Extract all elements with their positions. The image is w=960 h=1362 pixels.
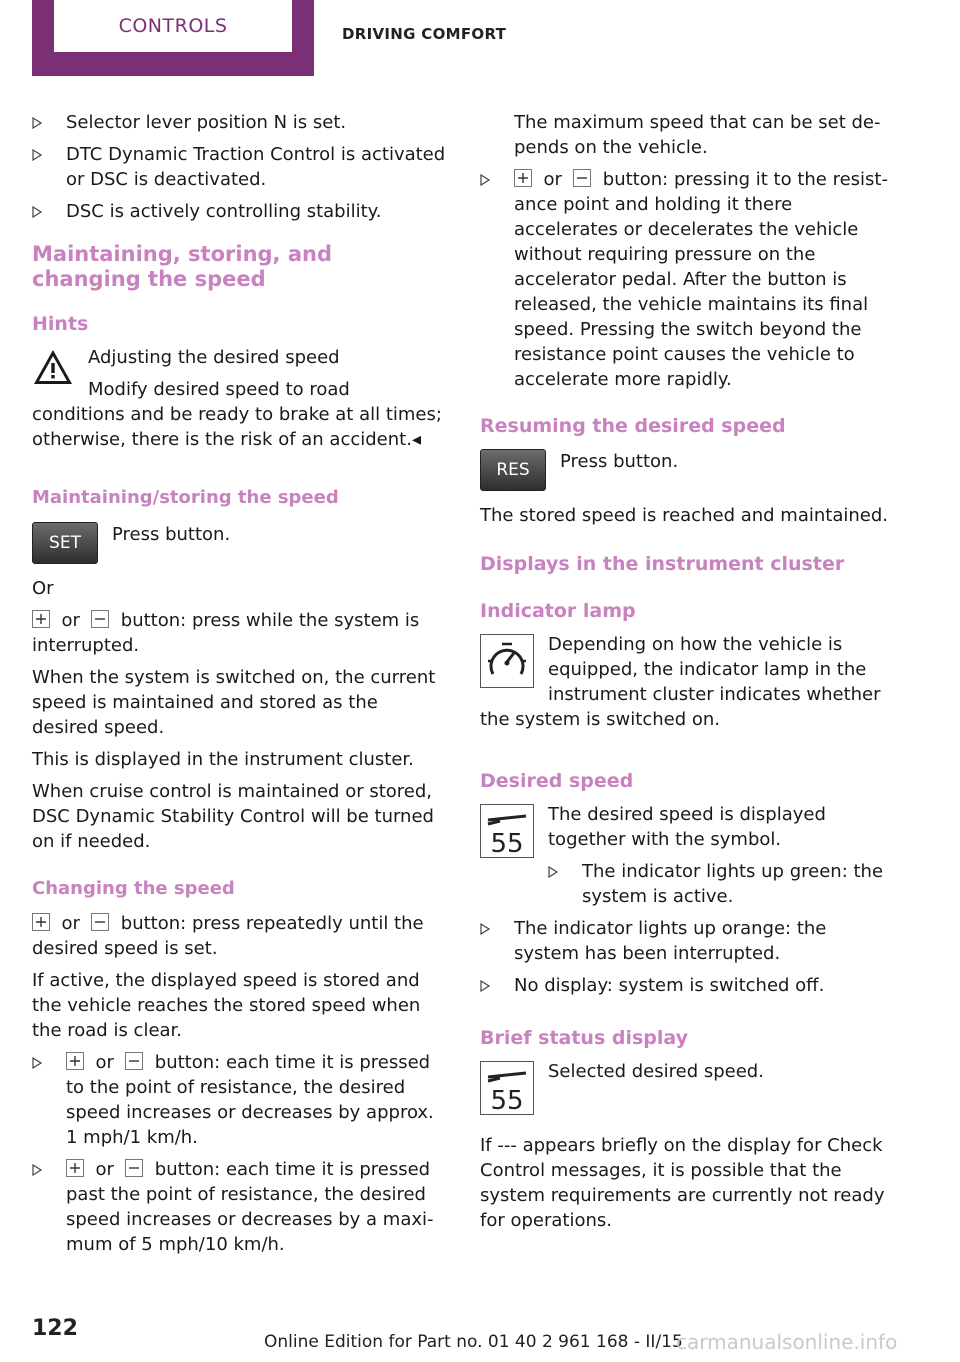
warning-text: Modify desired speed to road conditions and be ready to brake at all times; otherwise, there is the risk of an accident.◂ [32,379,442,450]
heading-storing: Maintaining/storing the speed [32,487,339,508]
bullet-icon [32,110,46,135]
paragraph-text: button: press while the system is interrupted. [32,610,420,656]
desired-speed-symbol-icon [480,804,534,858]
minus-button-icon [91,610,109,628]
watermark: carmanualsonline.info [676,1330,898,1354]
minus-button-icon [573,169,591,187]
list-item-text: The indicator lights up orange: the system has been interrupted. [514,918,827,964]
plus-button-icon [66,1052,84,1070]
list-item [480,973,894,998]
bullet-icon [32,1157,46,1182]
cruise-control-lamp-icon [480,634,534,688]
minus-button-icon [125,1159,143,1177]
press-button-text: Press button. [112,524,231,545]
warning-title: Adjusting the desired speed [88,347,340,368]
brief-block [480,1059,894,1121]
list-item-text: button: pressing it to the resistance point and holding it there accelerates or decelerates the vehicle without requiring pressure on the accelerator pedal. After the button is released, the vehicle maintains its final speed. Pressing the switch beyond the resistance point causes the vehicle to accelerate more rapidly. [514,169,888,390]
heading-brief: Brief status display [480,1027,689,1049]
chapter-tab [32,0,314,76]
list-item-text: The indicator lights up green: the system is active. [582,861,884,907]
paragraph: The maximum speed that can be set depends on the vehicle. [514,112,881,158]
paragraph: When the system is switched on, the current speed is maintained and stored as the desired speed. [32,667,436,738]
list-item [32,1157,446,1257]
section-title: DRIVING COMFORT [342,25,507,43]
page-number: 122 [32,1316,78,1341]
edition-text: Online Edition for Part no. 01 40 2 961 168 - II/15 [264,1332,683,1352]
heading-maintaining: Maintaining, storing, and changing the speed [32,242,332,291]
desired-speed-symbol-icon [480,1061,534,1115]
list-item-text: No display: system is switched off. [514,975,825,996]
list-item [32,1050,446,1150]
plusminus-repeatedly [32,911,446,961]
paragraph: When cruise control is maintained or stored, DSC Dynamic Stability Control will be turned on if needed. [32,781,434,852]
bullet-icon [32,142,46,167]
desired-block [480,802,894,909]
paragraph: If --- appears briefly on the display for Check Control messages, it is possible that the system requirements are currently not ready for operations. [480,1135,885,1231]
warning-icon [32,347,74,391]
list-item [480,916,894,966]
set-button-image: SET [32,522,98,564]
minus-button-icon [125,1052,143,1070]
list-item-text: button: each time it is pressed to the point of resistance, the desired speed increases or decreases by approx. [66,1052,434,1123]
bullet-icon [548,859,562,884]
plus-button-icon [514,169,532,187]
res-block [480,447,894,497]
plus-button-icon [32,610,50,628]
left-column [32,110,446,1264]
bullet-icon [32,1050,46,1075]
or-text: Or [32,578,54,599]
bullet-icon [480,167,494,192]
plus-button-icon [32,913,50,931]
heading-displays: Displays in the instrument cluster [480,553,845,575]
paragraph: The desired speed is displayed together with the symbol. [548,804,826,850]
plus-button-icon [66,1159,84,1177]
list-item-text: button: each time it is pressed past the point of resistance, the desired speed increases or decreases by a maximum of 5 mph/10 km/h. [66,1159,434,1255]
list-item [32,142,446,192]
set-block [32,520,446,570]
list-item [480,167,894,392]
or-word: or [61,913,80,934]
list-item [32,110,446,135]
indicator-block [480,632,894,739]
paragraph: This is displayed in the instrument cluster. [32,749,414,770]
svg-text:55: 55 [490,829,524,856]
bullet-icon [480,916,494,941]
list-item-text: Selector lever position N is set. [66,112,347,133]
paragraph: Depending on how the vehicle is equipped, the indicator lamp in the instrument cluster indicates whether the system is switched on. [480,634,881,730]
res-button-image: RES [480,449,546,491]
or-word: or [543,169,562,190]
or-word: or [95,1052,114,1073]
list-item-text: DSC is actively controlling stability. [66,201,382,222]
svg-text:55: 55 [490,1086,524,1113]
heading-resuming: Resuming the desired speed [480,415,786,437]
or-word: or [61,610,80,631]
heading-indicator: Indicator lamp [480,600,636,622]
plusminus-interrupted [32,608,446,658]
paragraph: If active, the displayed speed is stored and the vehicle reaches the stored speed when the road is clear. [32,970,421,1041]
heading-hints: Hints [32,313,89,335]
chapter-title: CONTROLS [54,0,292,52]
bullet-icon [480,973,494,998]
list-item [32,199,446,224]
bullet-icon [32,199,46,224]
minus-button-icon [91,913,109,931]
or-word: or [95,1159,114,1180]
list-item [548,859,894,909]
list-item-value: 1 mph/1 km/h. [66,1127,198,1148]
right-column [480,110,894,1240]
paragraph: The stored speed is reached and maintained. [480,505,888,526]
warning-block [32,345,446,459]
press-button-text: Press button. [560,451,679,472]
paragraph-text: button: press repeatedly until the desired speed is set. [32,913,424,959]
list-item-text: DTC Dynamic Traction Control is activated or DSC is deactivated. [66,144,446,190]
paragraph: Selected desired speed. [548,1061,764,1082]
heading-desired: Desired speed [480,770,634,792]
heading-changing: Changing the speed [32,878,235,899]
